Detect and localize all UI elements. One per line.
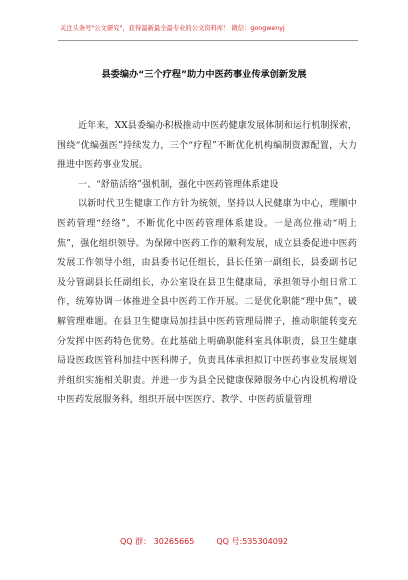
header-notice: 关注头条号"公文研究"，获得最新最全最专业的公文资料库！ 微信：gongwenyj: [60, 25, 285, 32]
footer-qq-number: QQ 号:535304092: [216, 537, 289, 546]
section-heading: 一、“舒筋活络”强机制，强化中医药管理体系建设: [78, 179, 279, 190]
body-paragraph: 以新时代卫生健康工作方针为统领，坚持以人民健康为中心，理顺中医药管理“经络”，不断优化中医药管理体系建设。一是高位推动“明上焦”，强化组织领导。为保障中医药工作的顺利发展，成立县委促进中医药发展工作领导小组，由县委书记任组长，县长任第一副组长，县委副书记及分管副县长任副组长，办公室设在县卫生健康局，承担领导小组日常工作，统筹协调一体推进全县中医药工作开展。二是优化职能“理中焦”，破解管理难题。在县卫生健康局加挂县中医药管理局牌子，推动职能转变充分发挥中医药特色优势。在此基础上明确职能科室具体职责，县卫生健康局设医政医管科加挂中医科牌子，负责具体承担拟订中医药事业发展规划并组织实施相关职责。并进一步为县全民健康保障服务中心内设机构增设中医药发展服务科，组织开展中医医疗、教学、中医药质量管理: [57, 199, 357, 406]
header-divider: [58, 40, 358, 41]
intro-paragraph: 近年来，XX县委编办积极推动中医药健康发展体制和运行机制探索，围绕“优编强医”持续发力，三个“疗程”不断优化机构编制资源配置，大力推进中医药事业发展。: [57, 121, 357, 171]
document-body: [57, 117, 357, 411]
footer-qq-group: QQ 群： 30265665: [119, 537, 195, 546]
footer-contact: [0, 536, 408, 548]
document-title: 县委编办“三个疗程”助力中医药事业传承创新发展: [101, 69, 307, 80]
